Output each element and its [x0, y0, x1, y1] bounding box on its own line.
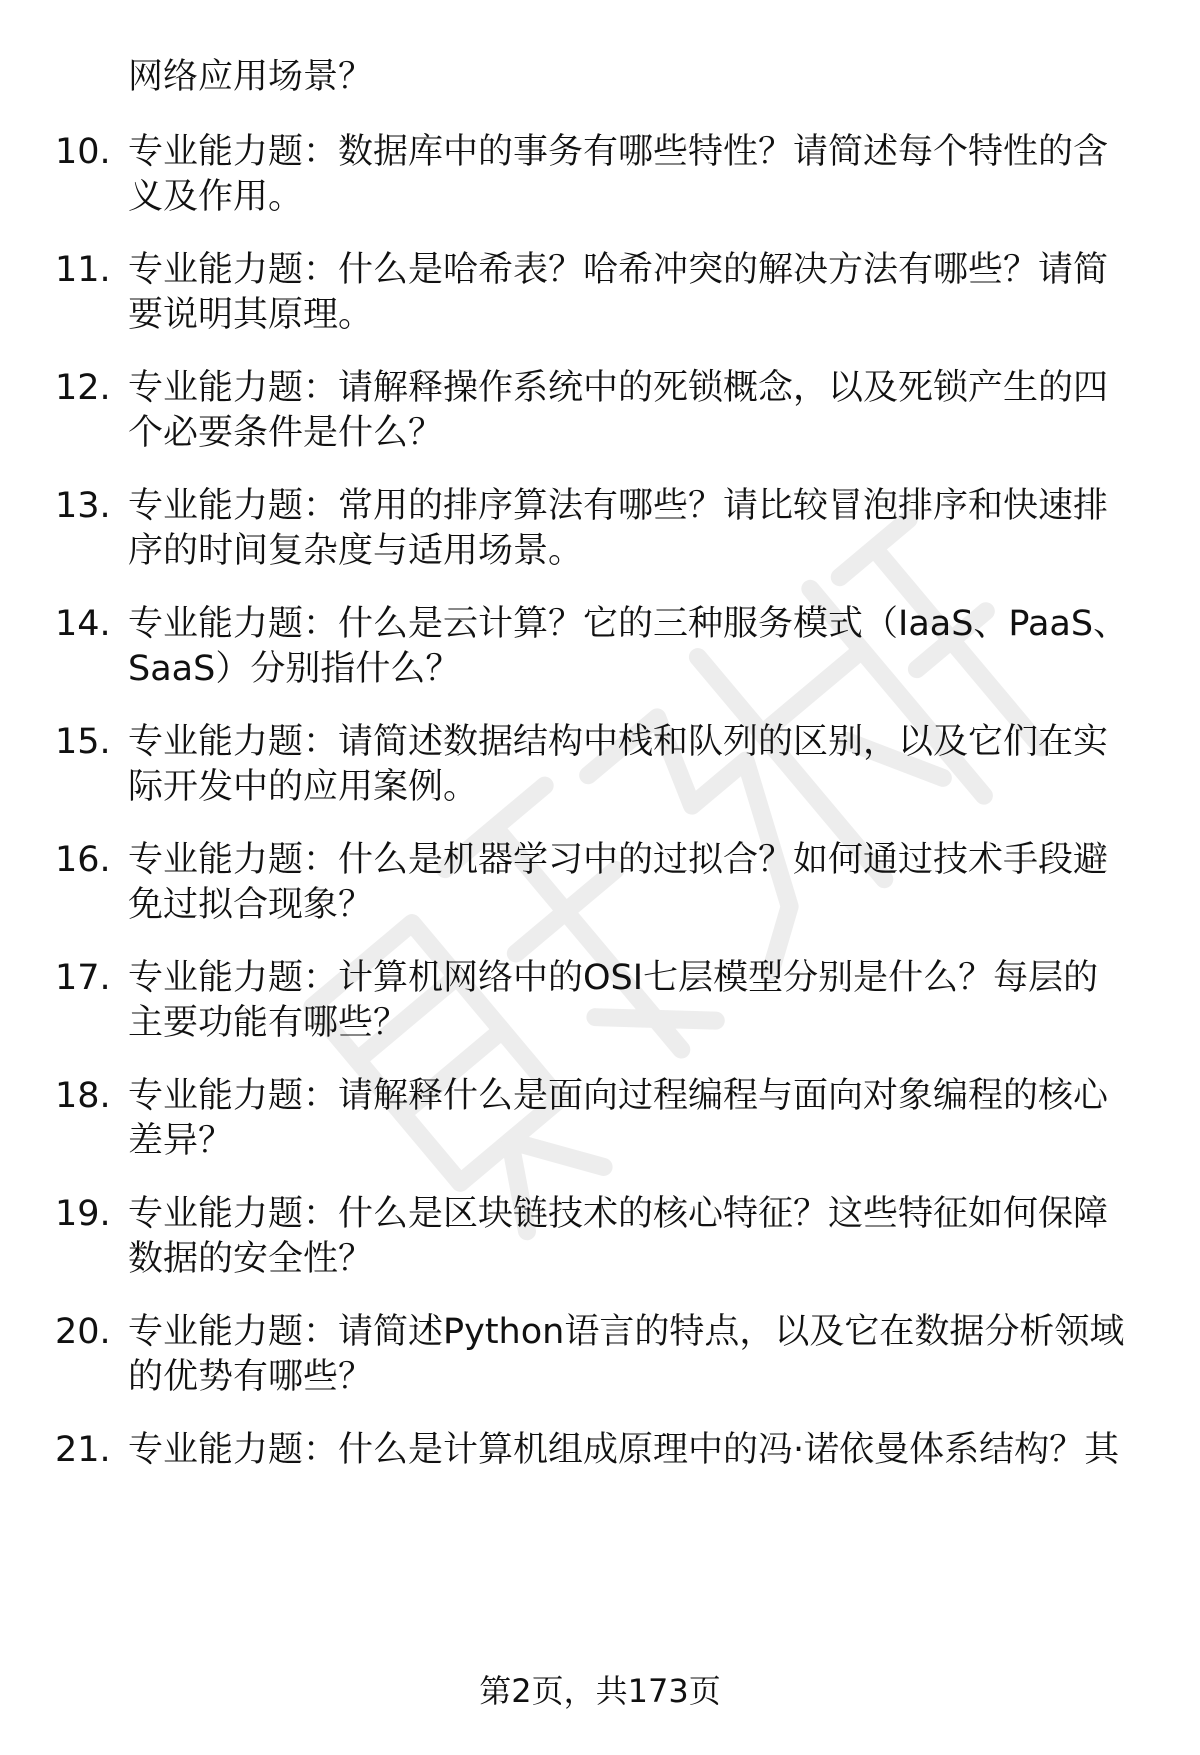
- question-text: 专业能力题：请简述Python语言的特点，以及它在数据分析领域 的优势有哪些？: [128, 1312, 1125, 1397]
- question-number: 10.: [55, 132, 111, 172]
- question-text: 专业能力题：计算机网络中的OSI七层模型分别是什么？每层的 主要功能有哪些？: [128, 958, 1099, 1043]
- question-text: 专业能力题：什么是哈希表？哈希冲突的解决方法有哪些？请简 要说明其原理。: [128, 250, 1109, 335]
- question-text: 专业能力题：数据库中的事务有哪些特性？请简述每个特性的含 义及作用。: [128, 132, 1109, 217]
- question-number: 18.: [55, 1076, 111, 1116]
- question-text: 专业能力题：请简述数据结构中栈和队列的区别，以及它们在实 际开发中的应用案例。: [128, 722, 1109, 807]
- question-number: 12.: [55, 368, 111, 408]
- question-number: 21.: [55, 1430, 111, 1470]
- question-text: 专业能力题：请解释操作系统中的死锁概念，以及死锁产生的四 个必要条件是什么？: [128, 368, 1109, 453]
- question-text: 专业能力题：什么是云计算？它的三种服务模式（IaaS、PaaS、 SaaS）分别指什么？: [128, 604, 1129, 689]
- question-text: 专业能力题：什么是计算机组成原理中的冯·诺依曼体系结构？其: [128, 1430, 1120, 1470]
- question-number: 19.: [55, 1194, 111, 1234]
- question-number: 14.: [55, 604, 111, 644]
- question-number: 17.: [55, 958, 111, 998]
- question-text: 专业能力题：请解释什么是面向过程编程与面向对象编程的核心 差异？: [128, 1076, 1109, 1161]
- page-footer: 第2页，共173页: [479, 1672, 721, 1710]
- question-number: 16.: [55, 840, 111, 880]
- question-text: 网络应用场景？: [128, 57, 374, 97]
- question-number: 15.: [55, 722, 111, 762]
- question-text: 专业能力题：什么是区块链技术的核心特征？这些特征如何保障 数据的安全性？: [128, 1194, 1109, 1279]
- question-text: 专业能力题：常用的排序算法有哪些？请比较冒泡排序和快速排 序的时间复杂度与适用场景。: [128, 486, 1109, 571]
- question-text: 专业能力题：什么是机器学习中的过拟合？如何通过技术手段避 免过拟合现象？: [128, 840, 1109, 925]
- question-number: 20.: [55, 1312, 111, 1352]
- question-number: 11.: [55, 250, 111, 290]
- question-number: 13.: [55, 486, 111, 526]
